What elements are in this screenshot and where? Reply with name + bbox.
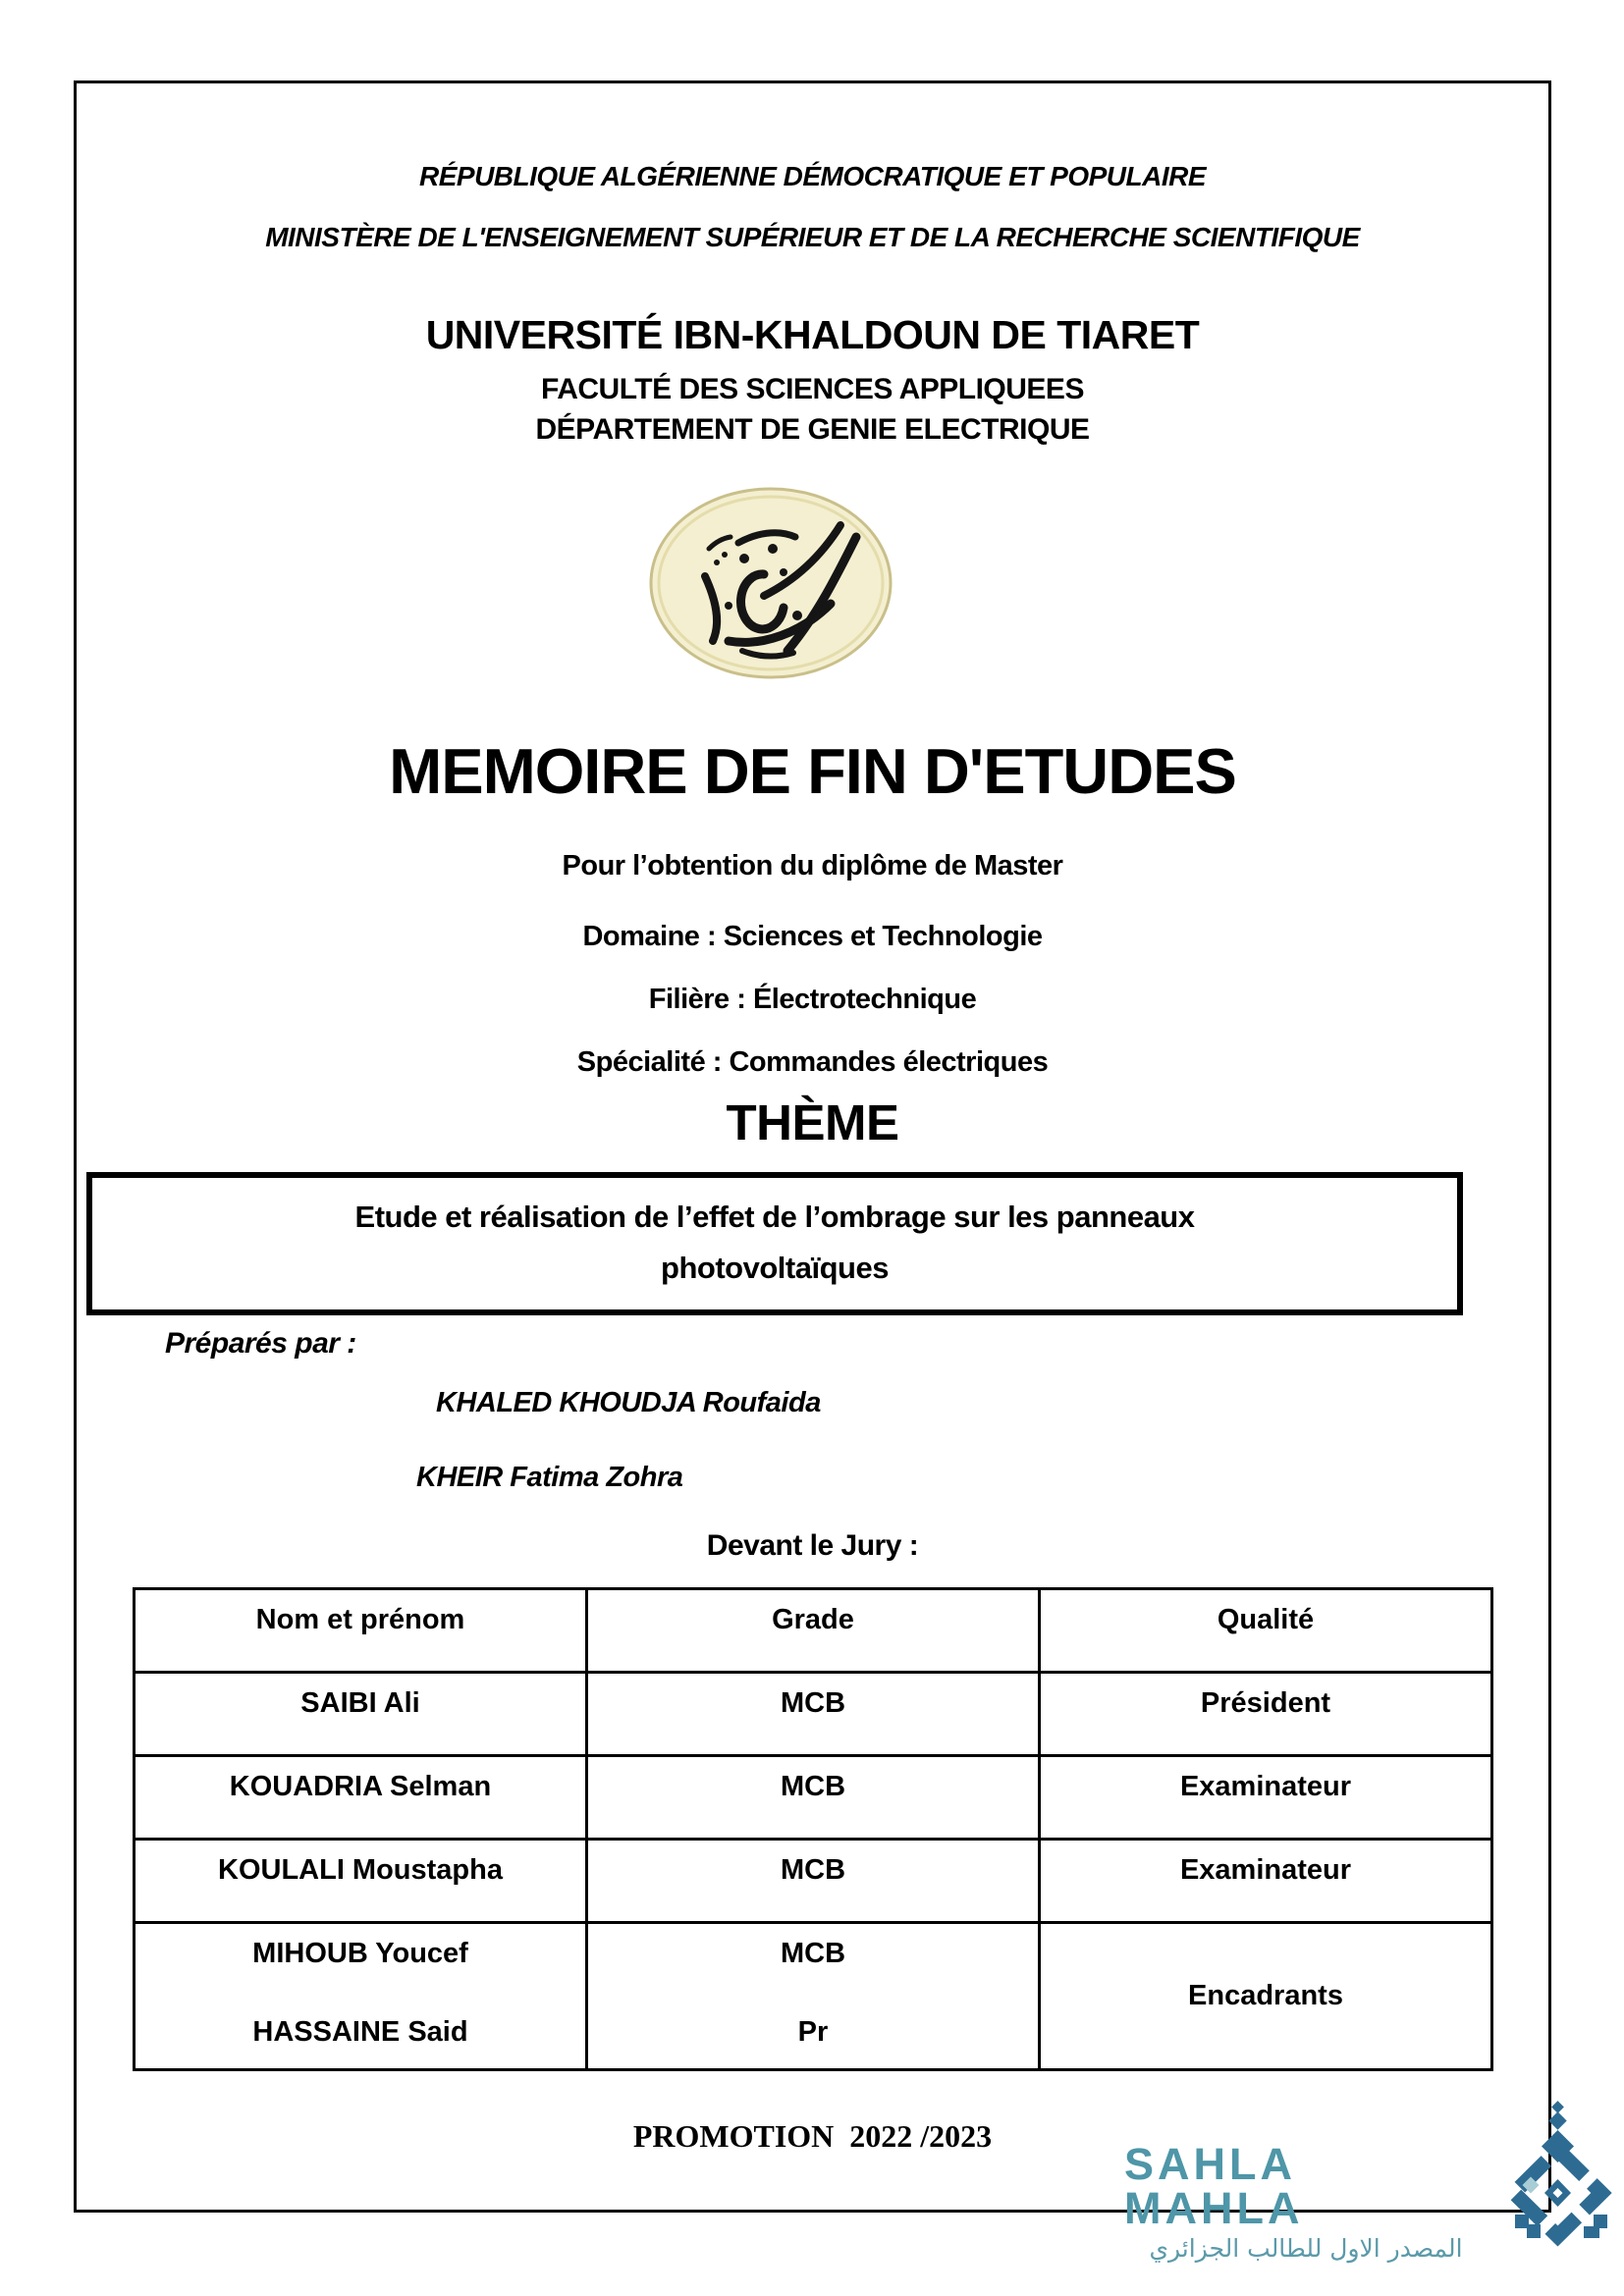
jury-table [133, 1587, 1493, 2071]
domain-line: Domaine : Sciences et Technologie [582, 921, 1043, 952]
university-seal-logo [648, 486, 893, 680]
jury-member-grade: MCB [587, 1673, 1040, 1756]
kufic-knot-icon [1491, 2099, 1624, 2256]
university-seal-graphic [648, 486, 893, 680]
jury-member-quality: Examinateur [1040, 1840, 1492, 1923]
department-name: DÉPARTEMENT DE GENIE ELECTRIQUE [535, 413, 1090, 446]
main-title: MEMOIRE DE FIN D'ETUDES [389, 735, 1236, 807]
republic-header: RÉPUBLIQUE ALGÉRIENNE DÉMOCRATIQUE ET POPULAIRE [419, 161, 1206, 191]
jury-member-name: KOULALI Moustapha [135, 1840, 587, 1923]
author-name-2: KHEIR Fatima Zohra [416, 1462, 683, 1493]
jury-member-quality: Examinateur [1040, 1756, 1492, 1840]
jury-member-grade: MCB [587, 1756, 1040, 1840]
diploma-subtitle: Pour l’obtention du diplôme de Master [562, 850, 1063, 881]
supervisor-grade-2: Pr [797, 2016, 829, 2048]
sahla-mahla-watermark [1124, 2139, 1624, 2264]
jury-col-quality: Qualité [1040, 1589, 1492, 1673]
jury-col-name: Nom et prénom [135, 1589, 587, 1673]
jury-member-name: KOUADRIA Selman [135, 1756, 587, 1840]
jury-member-grade: MCB [587, 1840, 1040, 1923]
jury-member-quality: Président [1040, 1673, 1492, 1756]
table-row [135, 1840, 1492, 1923]
brand-text-block [1124, 2139, 1488, 2264]
author-name-1: KHALED KHOUDJA Roufaida [436, 1387, 821, 1418]
jury-member-quality: Encadrants [1040, 1923, 1492, 2070]
jury-heading: Devant le Jury : [706, 1529, 919, 1562]
jury-header-row [135, 1589, 1492, 1673]
supervisor-name-1: MIHOUB Youcef [252, 1938, 468, 1969]
table-row [135, 1673, 1492, 1756]
brand-tagline-arabic: المصدر الاول للطالب الجزائري [1149, 2234, 1463, 2263]
prepared-by-label: Préparés par : [165, 1327, 356, 1360]
faculty-name: FACULTÉ DES SCIENCES APPLIQUEES [541, 373, 1084, 405]
field-line: Filière : Électrotechnique [648, 984, 977, 1015]
theme-title-line1: Etude et réalisation de l’effet de l’ombrage sur les panneaux [354, 1200, 1195, 1234]
jury-member-name [135, 1923, 587, 2070]
brand-name: SAHLA MAHLA [1124, 2139, 1304, 2233]
supervisor-grade-1: MCB [780, 1938, 846, 1969]
theme-title-box [86, 1172, 1463, 1315]
speciality-line: Spécialité : Commandes électriques [576, 1046, 1049, 1078]
university-name: UNIVERSITÉ IBN-KHALDOUN DE TIARET [425, 312, 1200, 357]
jury-member-grade [587, 1923, 1040, 2070]
theme-title-line2: photovoltaïques [661, 1251, 889, 1285]
table-row [135, 1756, 1492, 1840]
table-row [135, 1923, 1492, 2070]
promotion-year: PROMOTION 2022 /2023 [632, 2118, 993, 2154]
supervisor-name-2: HASSAINE Said [252, 2016, 468, 2048]
jury-member-name: SAIBI Ali [135, 1673, 587, 1756]
theme-heading: THÈME [726, 1095, 899, 1150]
jury-col-grade: Grade [587, 1589, 1040, 1673]
ministry-header: MINISTÈRE DE L'ENSEIGNEMENT SUPÉRIEUR ET DE LA RECHERCHE SCIENTIFIQUE [265, 222, 1360, 252]
